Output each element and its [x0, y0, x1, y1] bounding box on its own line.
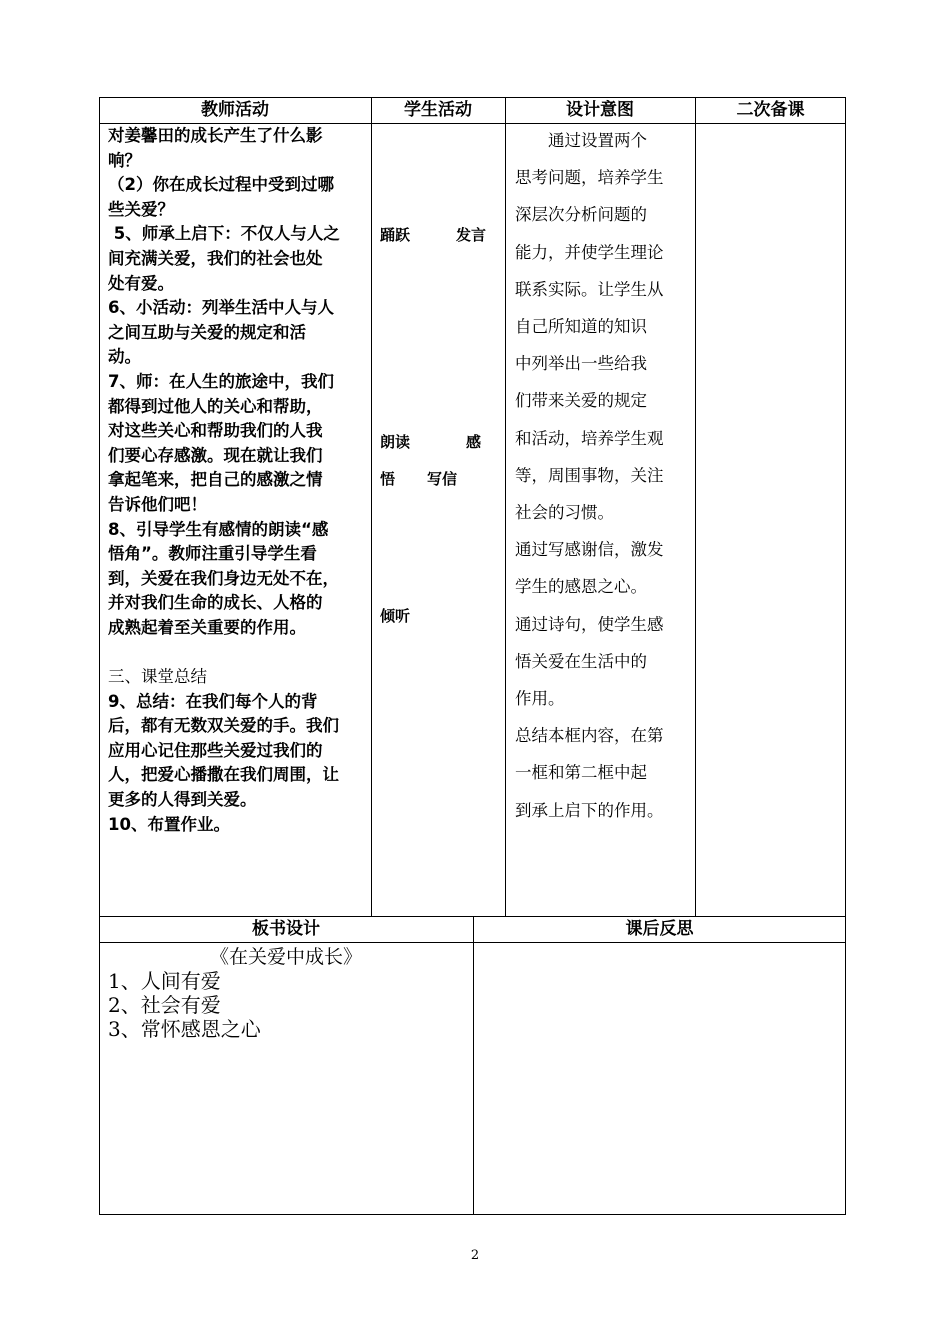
header-second-prep: 二次备课 [736, 100, 805, 120]
design-line: 悟关爱在生活中的 [515, 651, 647, 671]
design-intent-text [515, 122, 690, 829]
design-line: 学生的感恩之心。 [515, 577, 647, 597]
teacher-line: 对这些关心和帮助我们的人我 [108, 421, 323, 441]
header-teacher-activity: 教师活动 [201, 100, 269, 120]
teacher-line: 更多的人得到关爱。 [108, 790, 257, 810]
header-student-activity: 学生活动 [404, 100, 472, 120]
col-divider-2 [505, 97, 506, 916]
design-line: 总结本框内容，在第 [515, 726, 664, 746]
student-activity-2a: 朗读 [380, 433, 411, 451]
student-activity-3a: 悟 [380, 470, 396, 488]
design-line: 作用。 [515, 689, 565, 709]
student-activity-2b: 感 [466, 433, 482, 451]
board-design-header: 板书设计 [252, 919, 320, 939]
teacher-line: 些关爱？ [108, 199, 174, 219]
teacher-line: 9、总结：在我们每个人的背 [108, 691, 318, 711]
student-activity-4: 倾听 [380, 607, 411, 625]
teacher-line: 7、师：在人生的旅途中，我们 [108, 371, 334, 391]
col-divider-3 [695, 97, 696, 916]
design-line: 通过诗句，使学生感 [515, 614, 664, 634]
design-line: 中列举出一些给我 [515, 354, 647, 374]
teacher-line: 动。 [108, 347, 141, 367]
teacher-line: 并对我们生命的成长、人格的 [108, 593, 323, 613]
board-item: 3、常怀感恩之心 [108, 1017, 261, 1041]
teacher-line: 处有爱。 [108, 273, 174, 293]
teacher-line: 6、小活动：列举生活中人与人 [108, 298, 334, 318]
teacher-line: 对姜馨田的成长产生了什么影 [108, 126, 323, 145]
board-title: 《在关爱中成长》 [209, 946, 362, 968]
student-activity-3b: 写信 [427, 470, 458, 488]
board-item: 2、社会有爱 [108, 993, 221, 1017]
teacher-line: 成熟起着至关重要的作用。 [108, 617, 306, 637]
design-line: 社会的习惯。 [515, 503, 614, 523]
after-class-reflection-header: 课后反思 [625, 919, 694, 939]
design-line: 自己所知道的知识 [515, 317, 647, 337]
design-line: 能力，并使学生理论 [515, 242, 664, 262]
design-line: 等，周围事物，关注 [515, 465, 664, 485]
teacher-line: 都得到过他人的关心和帮助， [108, 396, 323, 416]
teacher-line: 三、课堂总结 [108, 667, 207, 687]
design-line: 一框和第二框中起 [515, 763, 647, 783]
design-line: 们带来关爱的规定 [515, 391, 647, 411]
teacher-line: 应用心记住那些关爱过我们的 [108, 740, 323, 760]
teacher-line: 悟角”。教师注重引导学生看 [108, 544, 317, 564]
teacher-line: 响？ [108, 150, 141, 170]
board-item: 1、人间有爱 [108, 969, 221, 993]
teacher-line: 到，关爱在我们身边无处不在， [108, 568, 339, 588]
col-divider-1 [371, 97, 372, 916]
design-line: 和活动，培养学生观 [515, 428, 664, 448]
teacher-line: 间充满关爱，我们的社会也处 [108, 248, 323, 268]
design-line: 通过写感谢信，激发 [515, 540, 664, 560]
teacher-line: 拿起笔来，把自己的感激之情 [108, 470, 323, 490]
teacher-line: 8、引导学生有感情的朗读“感 [108, 519, 329, 539]
teacher-blank-line [108, 640, 366, 665]
student-activity-1a: 踊跃 [380, 226, 411, 244]
header-design-intent: 设计意图 [566, 100, 634, 120]
teacher-activity-text [108, 124, 366, 837]
teacher-line: 之间互助与关爱的规定和活 [108, 322, 306, 342]
student-activity-1b: 发言 [456, 226, 487, 244]
design-line: 到承上启下的作用。 [515, 800, 664, 820]
teacher-line: 10、布置作业。 [108, 814, 230, 834]
teacher-line: 后，都有无数双关爱的手。我们 [108, 716, 339, 736]
design-line: 联系实际。让学生从 [515, 279, 664, 299]
teacher-line: 告诉他们吧！ [108, 494, 207, 514]
teacher-line: 5、师承上启下：不仅人与人之 [108, 224, 340, 244]
teacher-line: （2）你在成长过程中受到过哪 [108, 175, 334, 195]
bottom-col-divider [473, 916, 474, 1215]
design-line: 深层次分析问题的 [515, 205, 647, 225]
page-number: 2 [470, 1248, 480, 1263]
design-line: 思考问题，培养学生 [515, 168, 664, 188]
design-line: 通过设置两个 [515, 131, 647, 150]
teacher-line: 人，把爱心播撒在我们周围，让 [108, 765, 339, 785]
teacher-line: 们要心存感激。现在就让我们 [108, 445, 323, 465]
